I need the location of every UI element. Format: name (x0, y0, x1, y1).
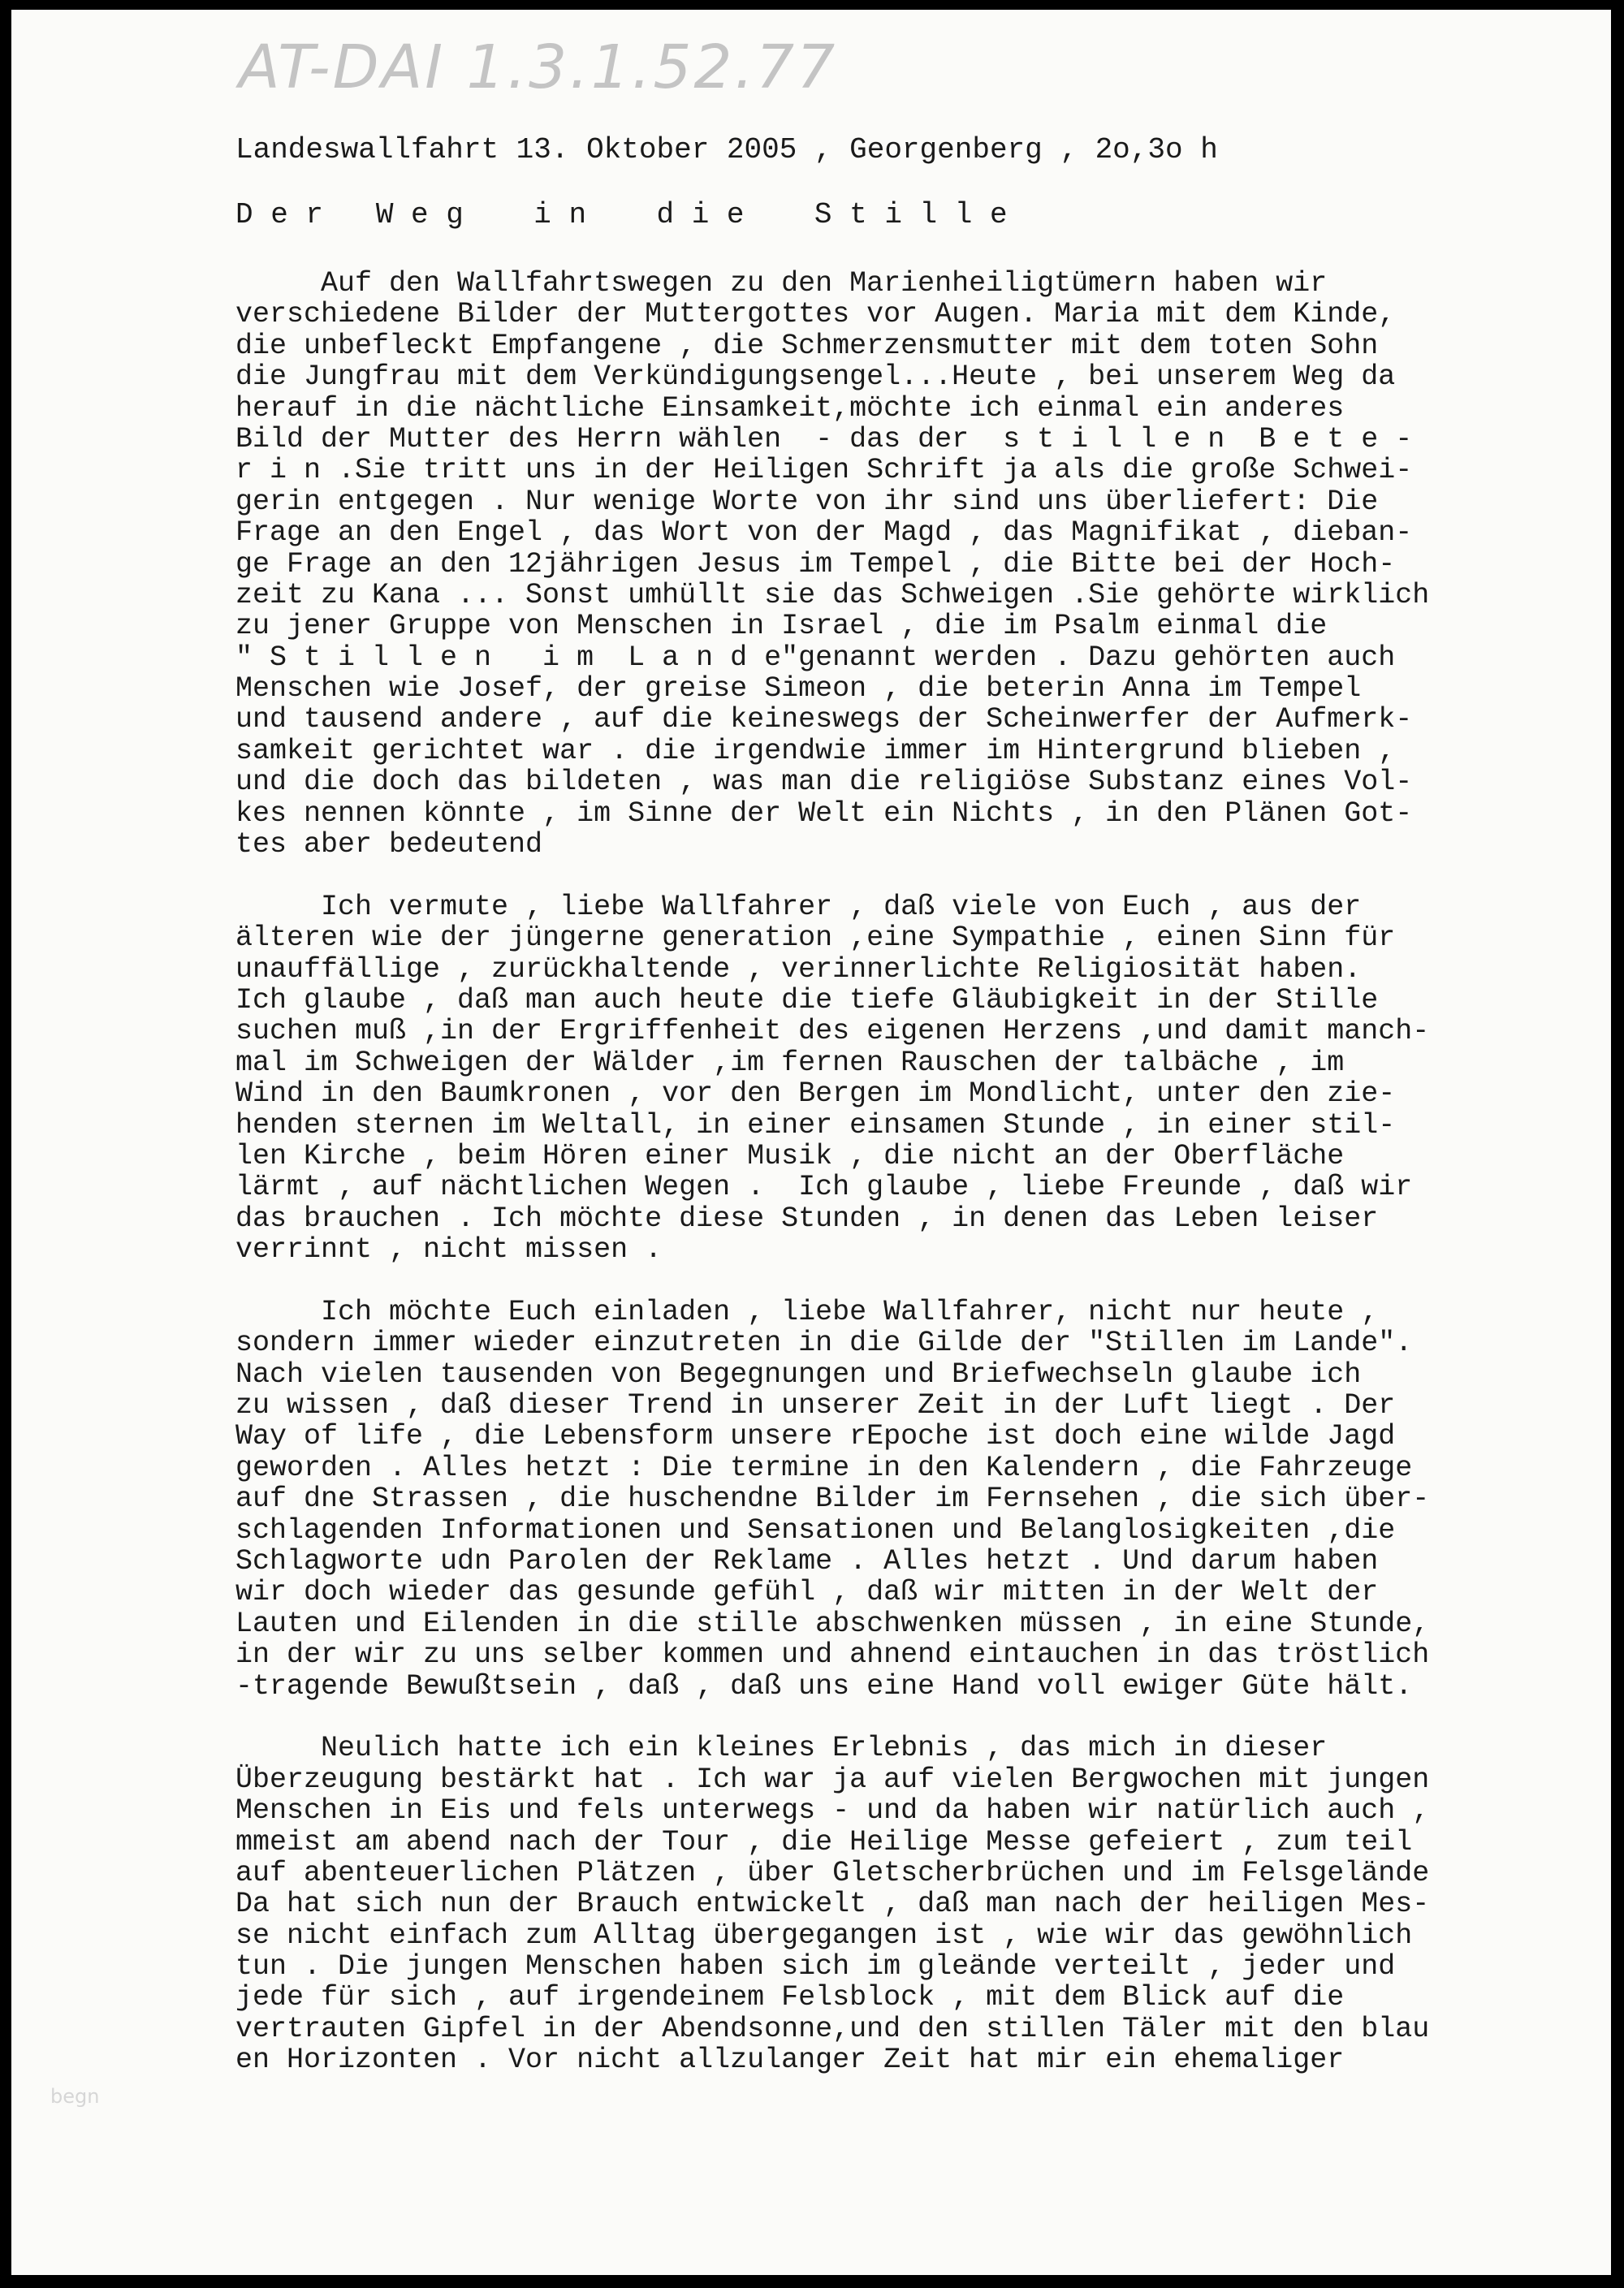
paragraph (235, 1297, 1608, 1702)
paragraph-gap (235, 860, 1608, 891)
text-line: geworden . Alles hetzt : Die termine in den Kalendern , die Fahrzeuge (235, 1451, 1413, 1484)
document-title: D e r W e g i n d i e S t i l l e (235, 198, 1008, 231)
text-line: jede für sich , auf irgendeinem Felsblock , mit dem Blick auf die (235, 1981, 1345, 2014)
text-line: mmeist am abend nach der Tour , die Heilige Messe gefeiert , zum teil (235, 1825, 1413, 1858)
text-line: Da hat sich nun der Brauch entwickelt , daß man nach der heiligen Mes- (235, 1888, 1430, 1921)
text-line: samkeit gerichtet war . die irgendwie immer im Hintergrund blieben , (235, 734, 1396, 767)
text-line: Ich möchte Euch einladen , liebe Wallfahrer, nicht nur heute , (235, 1295, 1379, 1328)
text-line: auf abenteuerlichen Plätzen , über Gletscherbrüchen und im Felsgelände (235, 1856, 1430, 1889)
text-line: verschiedene Bilder der Muttergottes vor Augen. Maria mit dem Kinde, (235, 298, 1396, 331)
text-line: -tragende Bewußtsein , daß , daß uns eine Hand voll ewiger Güte hält. (235, 1669, 1413, 1703)
text-line: auf dne Strassen , die huschendne Bilder im Fernsehen , die sich über- (235, 1483, 1430, 1516)
text-line: en Horizonten . Vor nicht allzulanger Zeit hat mir ein ehemaliger (235, 2044, 1345, 2077)
text-line: unauffällige , zurückhaltende , verinnerlichte Religiosität haben. (235, 952, 1362, 986)
text-line: henden sternen im Weltall, in einer einsamen Stunde , in einer stil- (235, 1108, 1396, 1142)
archive-id: AT-DAI 1.3.1.52.77 (239, 32, 838, 102)
margin-mark: begn (50, 2085, 100, 2108)
text-line: Lauten und Eilenden in die stille abschwenken müssen , in eine Stunde, (235, 1607, 1430, 1640)
text-line: Bild der Mutter des Herrn wählen - das der s t i l l e n B e t e - (235, 422, 1413, 455)
text-line: Auf den Wallfahrtswegen zu den Marienheiligtümern haben wir (235, 267, 1328, 300)
paragraph (235, 891, 1608, 1266)
text-line: schlagenden Informationen und Sensationen und Belanglosigkeiten ,die (235, 1513, 1396, 1547)
text-line: sondern immer wieder einzutreten in die Gilde der "Stillen im Lande". (235, 1327, 1413, 1360)
text-line: Menschen in Eis und fels unterwegs - und da haben wir natürlich auch , (235, 1794, 1430, 1828)
paragraph (235, 1733, 1608, 2075)
text-line: in der wir zu uns selber kommen und ahnend eintauchen in das tröstlich (235, 1638, 1430, 1672)
text-line: " S t i l l e n i m L a n d e"genannt werden . Dazu gehörten auch (235, 641, 1396, 674)
text-line: Neulich hatte ich ein kleines Erlebnis , das mich in dieser (235, 1732, 1328, 1765)
text-line: verrinnt , nicht missen . (235, 1233, 663, 1267)
text-line: Ich vermute , liebe Wallfahrer , daß viele von Euch , aus der (235, 890, 1362, 923)
text-line: gerin entgegen . Nur wenige Worte von ihr sind uns überliefert: Die (235, 485, 1379, 518)
text-line: se nicht einfach zum Alltag übergegangen ist , wie wir das gewöhnlich (235, 1919, 1413, 1952)
paragraph (235, 268, 1608, 860)
document-page (11, 10, 1611, 2275)
text-line: tun . Die jungen Menschen haben sich im gleände verteilt , jeder und (235, 1950, 1396, 1984)
text-line: tes aber bedeutend (235, 828, 543, 861)
text-line: len Kirche , beim Hören einer Musik , die nicht an der Oberfläche (235, 1139, 1345, 1172)
text-line: die Jungfrau mit dem Verkündigungsengel...Heute , bei unserem Weg da (235, 360, 1396, 394)
text-line: r i n .Sie tritt uns in der Heiligen Schrift ja als die große Schwei- (235, 454, 1413, 487)
text-line: kes nennen könnte , im Sinne der Welt ein Nichts , in den Plänen Got- (235, 796, 1413, 830)
paragraph-gap (235, 1702, 1608, 1733)
text-line: zeit zu Kana ... Sonst umhüllt sie das Schweigen .Sie gehörte wirklich (235, 578, 1430, 611)
paragraph-gap (235, 1266, 1608, 1297)
text-line: lärmt , auf nächtlichen Wegen . Ich glaube , liebe Freunde , daß wir (235, 1171, 1413, 1204)
text-line: suchen muß ,in der Ergriffenheit des eigenen Herzens ,und damit manch- (235, 1015, 1430, 1048)
text-line: zu jener Gruppe von Menschen in Israel , die im Psalm einmal die (235, 610, 1328, 643)
text-line: Ich glaube , daß man auch heute die tiefe Gläubigkeit in der Stille (235, 983, 1379, 1017)
text-line: zu wissen , daß dieser Trend in unserer Zeit in der Luft liegt . Der (235, 1389, 1396, 1422)
text-line: die unbefleckt Empfangene , die Schmerzensmutter mit dem toten Sohn (235, 329, 1379, 362)
text-line: Schlagworte udn Parolen der Reklame . Alles hetzt . Und darum haben (235, 1545, 1379, 1578)
document-body (235, 268, 1608, 2076)
text-line: Frage an den Engel , das Wort von der Magd , das Magnifikat , dieban- (235, 516, 1413, 550)
text-line: Way of life , die Lebensform unsere rEpoche ist doch eine wilde Jagd (235, 1420, 1396, 1453)
text-line: vertrauten Gipfel in der Abendsonne,und den stillen Täler mit den blau (235, 2012, 1430, 2045)
text-line: herauf in die nächtliche Einsamkeit,möchte ich einmal ein anderes (235, 391, 1345, 425)
text-line: und tausend andere , auf die keineswegs der Scheinwerfer der Aufmerk- (235, 703, 1413, 736)
text-line: älteren wie der jüngerne generation ,eine Sympathie , einen Sinn für (235, 922, 1396, 955)
document-header: Landeswallfahrt 13. Oktober 2005 , Georgenberg , 2o,3o h (235, 133, 1218, 166)
text-line: mal im Schweigen der Wälder ,im fernen Rauschen der talbäche , im (235, 1046, 1345, 1079)
text-line: das brauchen . Ich möchte diese Stunden , in denen das Leben leiser (235, 1202, 1379, 1235)
text-line: ge Frage an den 12jährigen Jesus im Tempel , die Bitte bei der Hoch- (235, 547, 1396, 581)
text-line: Nach vielen tausenden von Begegnungen und Briefwechseln glaube ich (235, 1358, 1362, 1391)
text-line: Menschen wie Josef, der greise Simeon , die beterin Anna im Tempel (235, 672, 1362, 706)
text-line: Überzeugung bestärkt hat . Ich war ja auf vielen Bergwochen mit jungen (235, 1763, 1430, 1796)
text-line: und die doch das bildeten , was man die religiöse Substanz eines Vol- (235, 766, 1413, 799)
text-line: wir doch wieder das gesunde gefühl , daß wir mitten in der Welt der (235, 1576, 1379, 1609)
text-line: Wind in den Baumkronen , vor den Bergen im Mondlicht, unter den zie- (235, 1077, 1396, 1111)
